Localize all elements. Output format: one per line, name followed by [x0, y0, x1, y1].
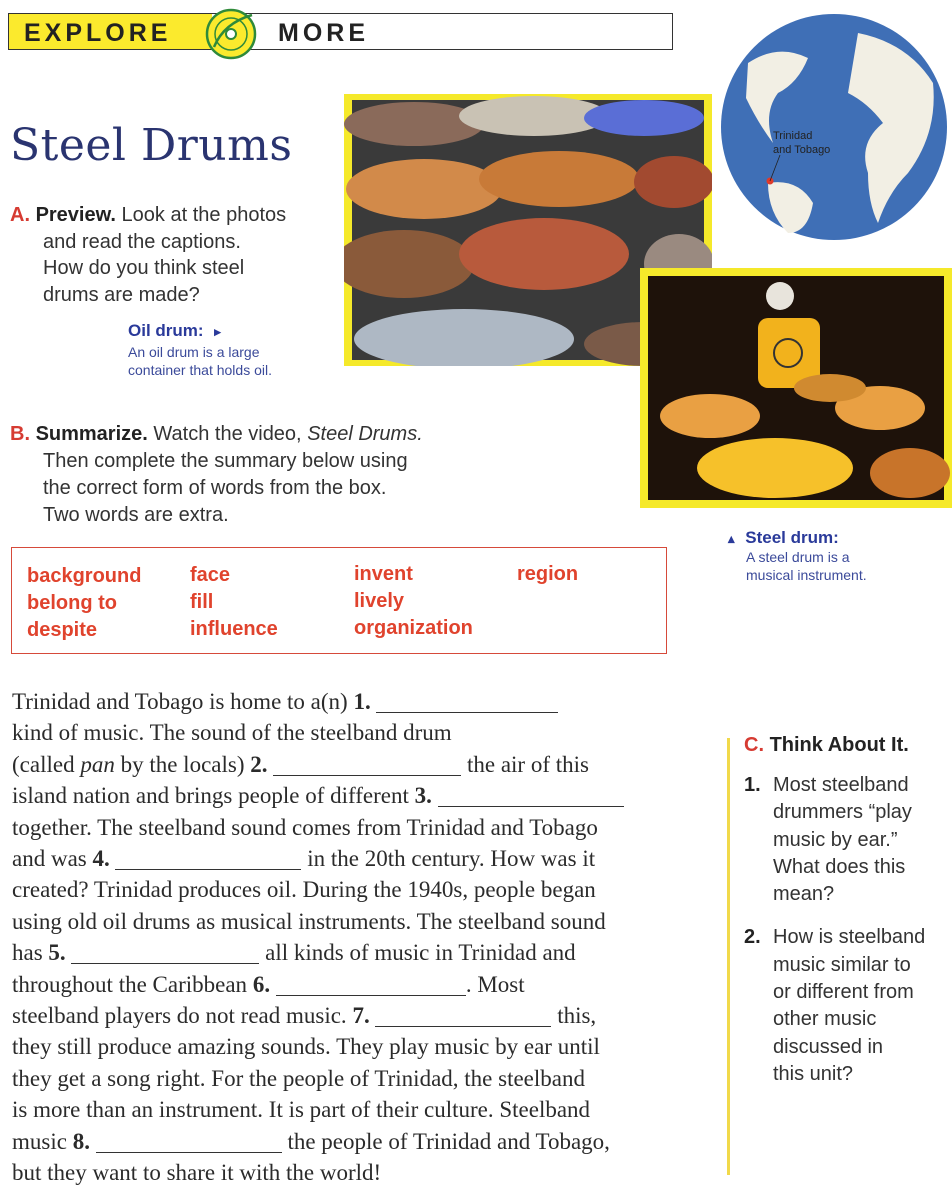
section-b-line: Two words are extra. [43, 504, 229, 526]
section-a-line: How do you think steel [43, 257, 245, 280]
steel-drum-photo [640, 268, 952, 508]
section-c-heading [744, 734, 909, 757]
blank-number: 8. [72, 1128, 90, 1154]
arrow-up-icon: ▴ [728, 531, 735, 546]
passage-line: and was 4. in the 20th century. How was it [12, 846, 596, 872]
answer-blank-7[interactable] [375, 1002, 551, 1027]
question-line: other music [773, 1008, 877, 1031]
header-explore-label: EXPLORE [24, 19, 172, 47]
section-b-line: Watch the video, [153, 423, 302, 445]
question-line: mean? [773, 883, 835, 906]
section-c-letter: C. [744, 734, 764, 756]
passage-line: throughout the Caribbean 6. . Most [12, 971, 525, 997]
caption-line: An oil drum is a large [128, 344, 260, 360]
question-item [744, 924, 949, 1088]
passage-line: together. The steelband sound comes from Trinidad and Tobago [12, 814, 598, 840]
passage-line: they get a song right. For the people of Trinidad, the steelband [12, 1065, 585, 1091]
passage-line: but they want to share it with the world! [12, 1160, 382, 1186]
oil-drum-caption-title [128, 321, 221, 341]
section-b-letter: B. [10, 423, 30, 445]
blank-number: 2. [250, 751, 268, 777]
question-line: music by ear.” [773, 828, 898, 851]
globe-label-tobago: and Tobago [773, 144, 831, 156]
blank-number: 1. [353, 689, 371, 714]
section-a-line: and read the captions. [43, 230, 241, 253]
section-c-label: Think About It. [769, 734, 909, 756]
steel-drum-caption-text [746, 549, 946, 584]
answer-blank-8[interactable] [96, 1128, 282, 1153]
question-line: How is steelband [773, 926, 926, 949]
passage-line: kind of music. The sound of the steelband drum [12, 720, 452, 746]
word-item: invent [354, 563, 413, 585]
answer-blank-2[interactable] [273, 751, 461, 776]
passage-line: music 8. the people of Trinidad and Tobago, [12, 1128, 610, 1154]
answer-blank-5[interactable] [71, 939, 259, 964]
word-item: belong to [27, 592, 117, 614]
passage-line: is more than an instrument. It is part of their culture. Steelband [12, 1097, 591, 1123]
question-item [744, 772, 949, 908]
blank-number: 4. [92, 846, 110, 872]
section-b-line: the correct form of words from the box. [43, 477, 387, 499]
question-list [744, 772, 949, 1104]
question-line: or different from [773, 981, 914, 1004]
section-c-divider [727, 738, 730, 1175]
passage-line: island nation and brings people of different 3. [12, 780, 702, 811]
answer-blank-1[interactable] [376, 688, 558, 713]
answer-blank-4[interactable] [115, 845, 301, 870]
video-title: Steel Drums. [307, 423, 423, 445]
section-a-line: Look at the photos [121, 204, 287, 226]
caption-line: musical instrument. [746, 566, 867, 583]
word-item: face [190, 564, 231, 586]
disc-icon [202, 3, 260, 61]
word-item: fill [190, 591, 214, 613]
caption-line: A steel drum is a [746, 549, 850, 565]
word-item: despite [27, 619, 98, 641]
section-a-label: Preview. [35, 204, 116, 226]
word-item: influence [190, 618, 278, 640]
answer-blank-3[interactable] [438, 782, 624, 807]
globe-label-trinidad: Trinidad [773, 130, 813, 142]
passage-line: created? Trinidad produces oil. During the 1940s, people began [12, 877, 596, 903]
passage-line: they still produce amazing sounds. They play music by ear until [12, 1034, 600, 1060]
passage-line: (called pan by the locals) 2. the air of this [12, 751, 589, 777]
arrow-right-icon: ▸ [214, 324, 221, 339]
blank-number: 6. [252, 971, 271, 997]
oil-drum-caption-label: Oil drum: [128, 321, 204, 340]
header-more-label: MORE [278, 19, 369, 47]
section-a-preview [10, 202, 335, 308]
pan-term: pan [80, 751, 115, 777]
word-item: lively [354, 590, 405, 612]
blank-number: 3. [414, 783, 432, 809]
passage-line: has 5. all kinds of music in Trinidad and [12, 940, 576, 966]
question-line: music similar to [773, 953, 911, 976]
question-line: discussed in [773, 1035, 884, 1058]
question-line: What does this [773, 855, 906, 878]
caption-line: container that holds oil. [128, 361, 272, 378]
passage-line: Trinidad and Tobago is home to a(n) 1. [12, 686, 702, 717]
blank-number: 5. [48, 940, 66, 966]
oil-drum-caption-text [128, 344, 338, 379]
steel-drum-image [640, 268, 952, 508]
word-box [11, 547, 667, 654]
word-item: organization [354, 617, 473, 639]
passage-line: steelband players do not read music. 7. this, [12, 1003, 597, 1029]
section-a-line: drums are made? [43, 283, 200, 306]
question-line: Most steelband [773, 774, 909, 796]
word-item: background [27, 565, 142, 587]
question-line: this unit? [773, 1062, 854, 1085]
globe-map [718, 3, 950, 251]
word-item: region [517, 563, 579, 585]
section-b-line: Then complete the summary below using [43, 450, 408, 472]
page-title: Steel Drums [10, 120, 293, 171]
globe-image [718, 3, 950, 251]
section-a-letter: A. [10, 204, 30, 226]
question-line: drummers “play [773, 801, 912, 824]
blank-number: 7. [352, 1003, 370, 1029]
answer-blank-6[interactable] [276, 971, 466, 996]
question-number: 2. [744, 926, 761, 949]
passage-line: using old oil drums as musical instruments. The steelband sound [12, 908, 606, 934]
steel-drum-caption-title [728, 528, 839, 548]
steel-drum-caption-label: Steel drum: [745, 528, 839, 547]
question-number: 1. [744, 774, 761, 796]
section-b-label: Summarize. [35, 423, 148, 445]
section-b-summarize [10, 421, 530, 529]
summary-passage [12, 686, 702, 1189]
